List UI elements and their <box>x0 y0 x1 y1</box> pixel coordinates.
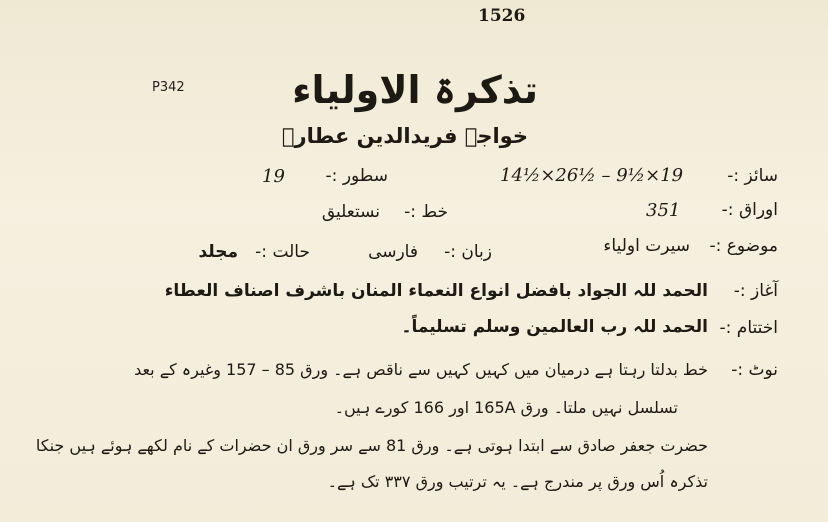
subject-value: سیرت اولیاء <box>603 236 690 256</box>
note-line-2: تسلسل نہیں ملتا۔ ورق 165A اور 166 کورے ہیں۔ <box>334 398 678 417</box>
folios-label: اوراق :- <box>721 200 778 220</box>
size-value: 14½×26½ – 9½×19 <box>500 165 684 186</box>
condition-label: حالت :- <box>255 242 310 262</box>
begin-label: آغاز :- <box>733 281 778 301</box>
note-label: نوٹ :- <box>731 360 778 380</box>
size-label: سائز :- <box>727 166 778 186</box>
note-line-3: حضرت جعفر صادق سے ابتدا ہوتی ہے۔ ورق 81 سے سر ورق ان حضرات کے نام لکھے ہوئے ہیں جنکا <box>35 436 708 455</box>
lines-value: 19 <box>262 166 285 187</box>
note-line-1: خط بدلتا رہتا ہے درمیان میں کہیں کہیں سے ناقص ہے۔ ورق 85 – 157 وغیرہ کے بعد <box>134 360 708 379</box>
subject-label: موضوع :- <box>709 236 778 256</box>
end-value: الحمد للہ رب العالمین وسلم تسلیماً۔ <box>401 317 708 337</box>
page-number: 1526 <box>478 6 526 26</box>
condition-value: مجلد <box>198 242 238 262</box>
script-label: خط :- <box>404 202 448 222</box>
author-name: خواجہ فریدالدین عطارؒ <box>281 124 528 148</box>
end-label: اختتام :- <box>719 318 778 338</box>
folios-value: 351 <box>646 200 681 221</box>
script-value: نستعلیق <box>321 202 380 222</box>
note-line-4: تذکرہ اُس ورق پر مندرج ہے۔ یہ ترتیب ورق ۳۳۷ تک ہے۔ <box>327 472 708 491</box>
lines-label: سطور :- <box>325 166 388 186</box>
begin-value: الحمد للہ الجواد بافضل انواع النعماء المنان باشرف اصناف العطاء <box>164 281 708 301</box>
language-value: فارسی <box>368 242 418 262</box>
manuscript-title: تذکرۃ الاولیاء <box>292 68 538 112</box>
language-label: زبان :- <box>444 242 492 262</box>
reference-code: P342 <box>152 80 185 95</box>
